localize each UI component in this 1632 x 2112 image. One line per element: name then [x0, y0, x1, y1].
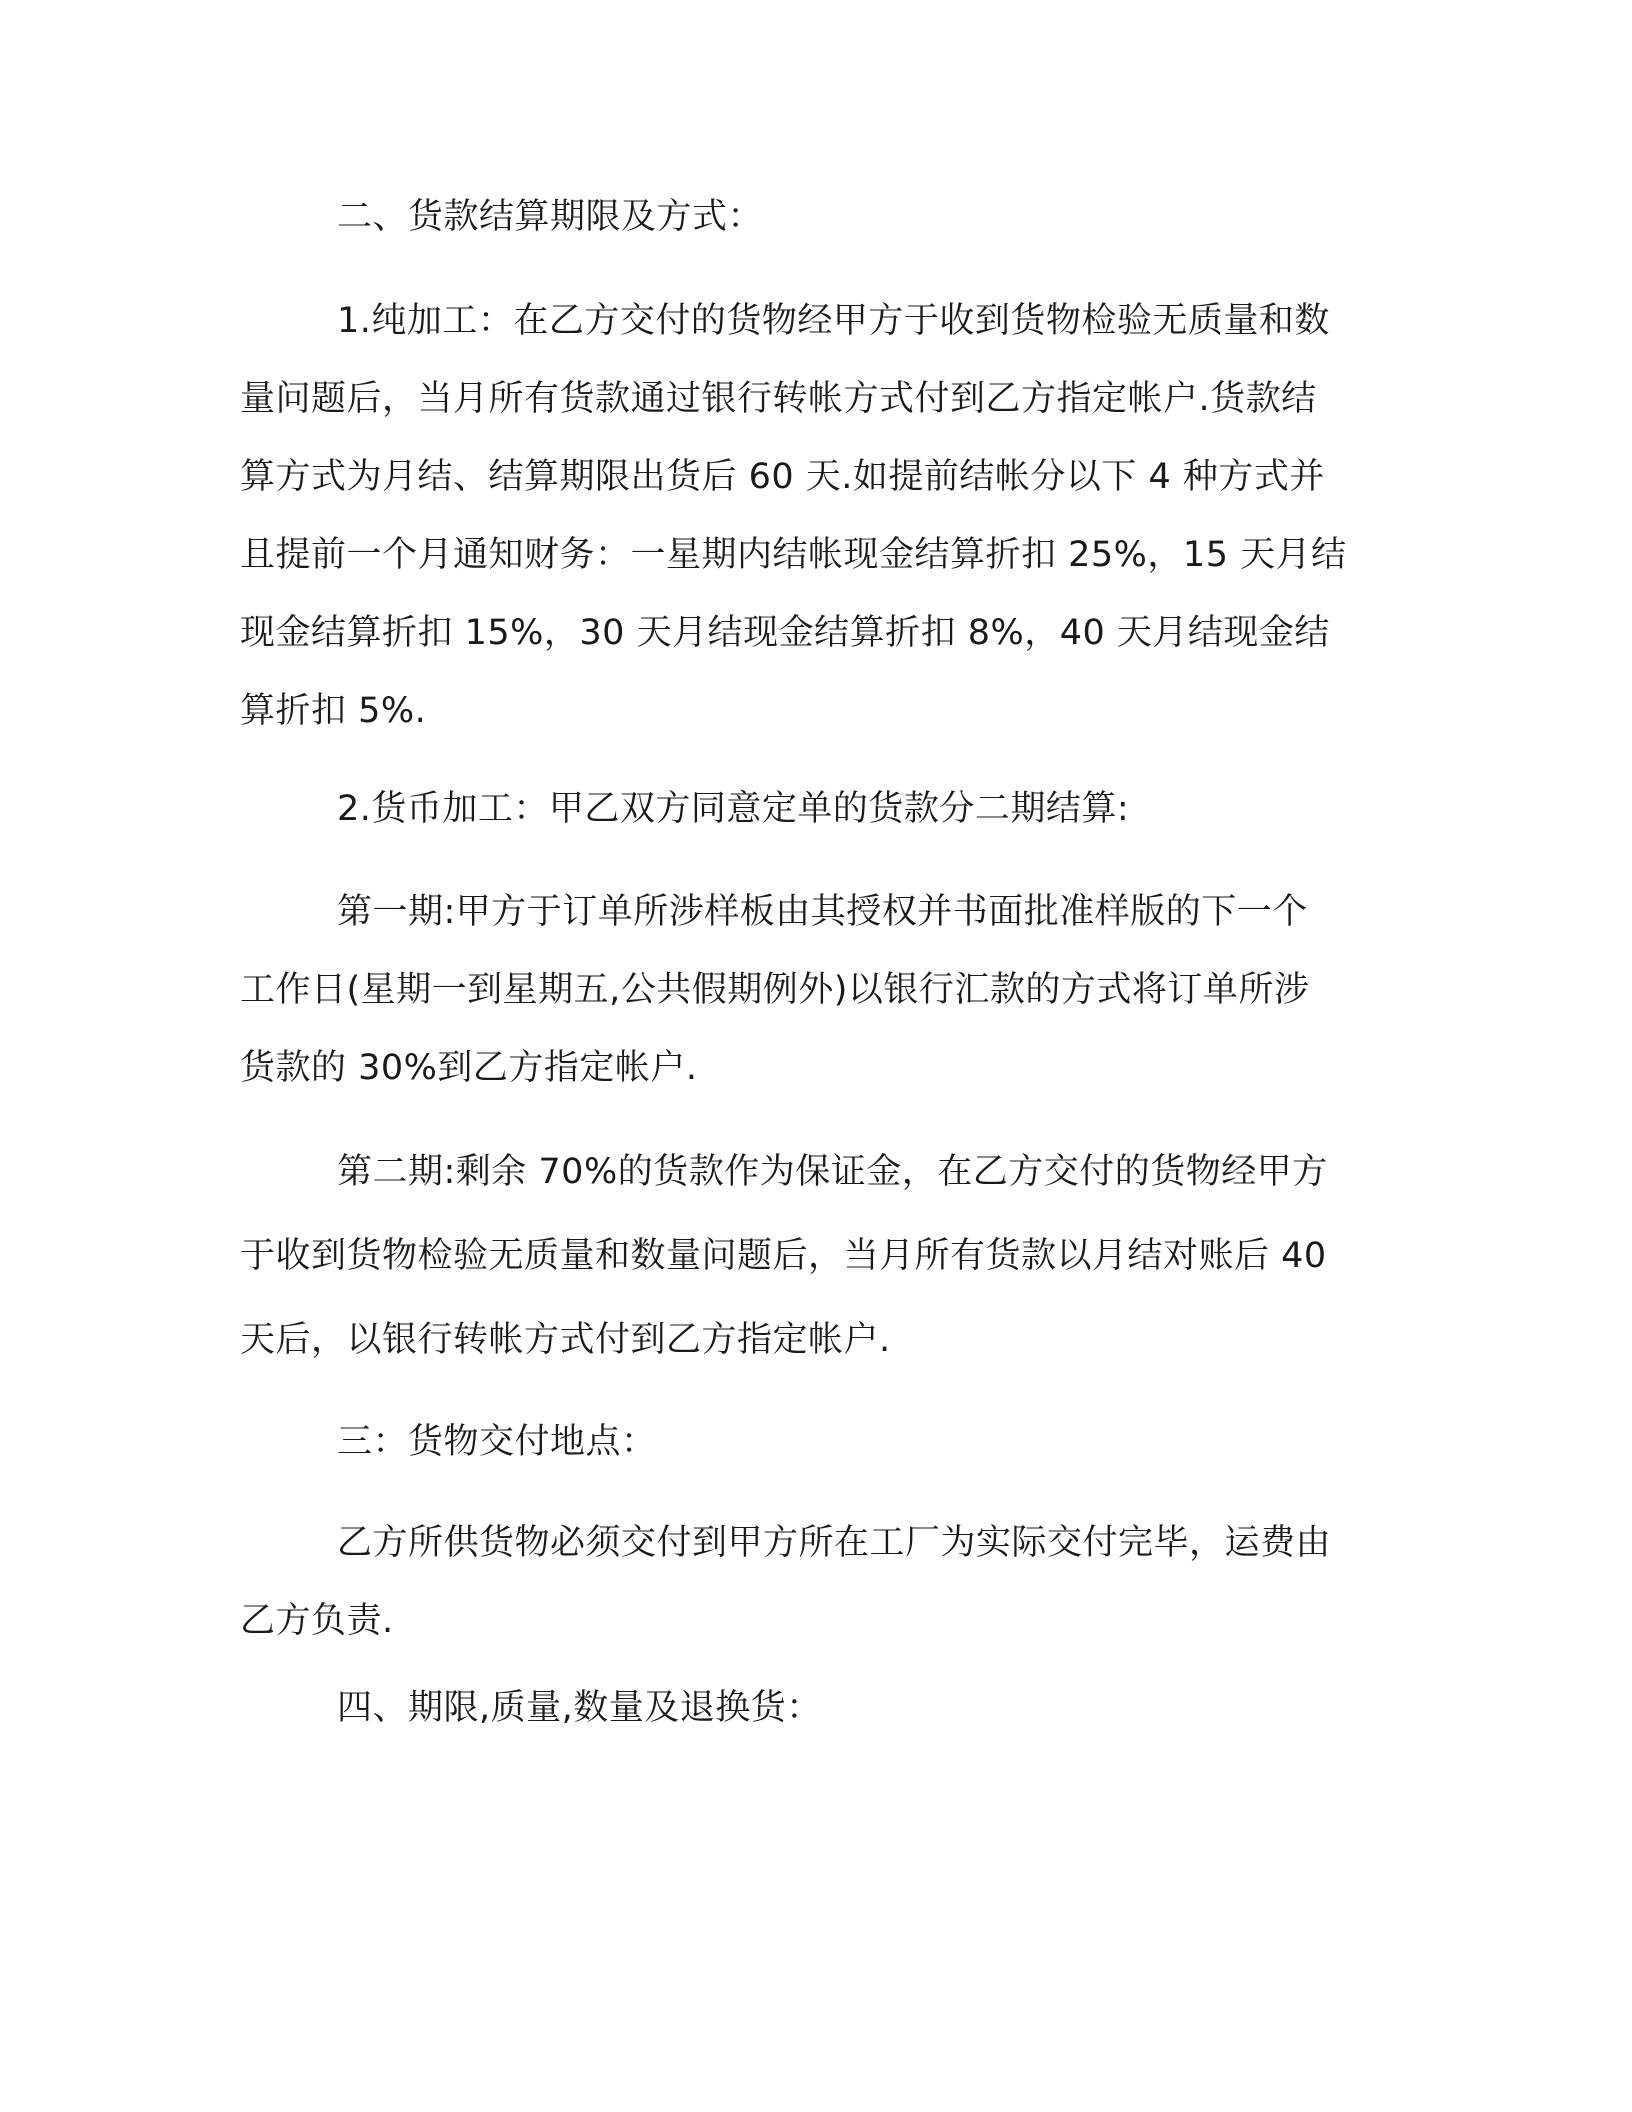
- paragraph-line: 货款的 30%到乙方指定帐户.: [240, 1048, 698, 1088]
- heading-text: 三：货物交付地点：: [337, 1422, 657, 1462]
- section-heading-2: [240, 178, 1390, 256]
- paragraph-item-2: [240, 770, 1390, 848]
- paragraph-line: 1.纯加工：在乙方交付的货物经甲方于收到货物检验无质量和数: [337, 301, 1330, 341]
- paragraph-line: 算方式为月结、结算期限出货后 60 天.如提前结帐分以下 4 种方式并: [240, 457, 1325, 497]
- section-heading-3: [240, 1403, 1390, 1481]
- section-heading-4: [240, 1669, 1390, 1747]
- paragraph-line: 2.货币加工：甲乙双方同意定单的货款分二期结算:: [337, 789, 1130, 829]
- paragraph-phase-2: [240, 1130, 1390, 1382]
- paragraph-line: 算折扣 5%.: [240, 691, 427, 731]
- paragraph-line: 现金结算折扣 15%，30 天月结现金结算折扣 8%，40 天月结现金结: [240, 613, 1330, 653]
- paragraph-line: 乙方所供货物必须交付到甲方所在工厂为实际交付完毕，运费由: [337, 1523, 1332, 1563]
- paragraph-line: 且提前一个月通知财务：一星期内结帐现金结算折扣 25%，15 天月结: [240, 535, 1347, 575]
- paragraph-line: 第二期:剩余 70%的货款作为保证金，在乙方交付的货物经甲方: [337, 1152, 1328, 1192]
- paragraph-line: 量问题后，当月所有货款通过银行转帐方式付到乙方指定帐户.货款结: [240, 379, 1317, 419]
- paragraph-phase-1: [240, 873, 1390, 1107]
- heading-text: 四、期限,质量,数量及退换货：: [337, 1688, 822, 1728]
- paragraph-item-1: [240, 282, 1390, 750]
- paragraph-line: 于收到货物检验无质量和数量问题后，当月所有货款以月结对账后 40: [240, 1236, 1327, 1276]
- paragraph-line: 第一期:甲方于订单所涉样板由其授权并书面批准样版的下一个: [337, 892, 1308, 932]
- heading-text: 二、货款结算期限及方式：: [337, 197, 764, 237]
- paragraph-line: 天后，以银行转帐方式付到乙方指定帐户.: [240, 1320, 891, 1360]
- paragraph-line: 乙方负责.: [240, 1601, 394, 1641]
- paragraph-line: 工作日(星期一到星期五,公共假期例外)以银行汇款的方式将订单所涉: [240, 970, 1310, 1010]
- paragraph-delivery: [240, 1504, 1390, 1660]
